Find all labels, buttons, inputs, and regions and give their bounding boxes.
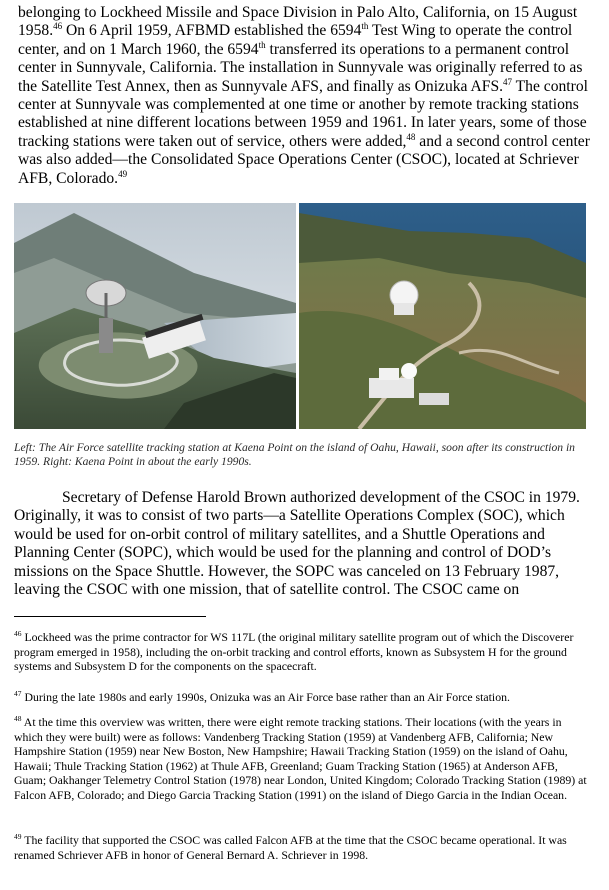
photo-kaena-point-1959 — [14, 203, 296, 429]
footnote-number: 49 — [14, 832, 22, 842]
body-paragraph-1 — [18, 4, 592, 188]
photo-kaena-point-1990s — [299, 203, 586, 429]
second-paragraph-block — [14, 489, 592, 599]
footnote-48 — [14, 715, 592, 803]
photo-1959-image — [14, 203, 296, 429]
footnote-text: The facility that supported the CSOC was called Falcon AFB at the time that the CSOC became operational. It was renamed Schriever AFB in honor of General Bernard A. Schriever in 1998. — [14, 833, 567, 862]
footnote-ref-46[interactable]: 46 — [53, 21, 63, 32]
photo-1990s-image — [299, 203, 586, 429]
footnote-ref-49[interactable]: 49 — [118, 168, 128, 179]
footnote-number: 47 — [14, 689, 22, 699]
body-paragraph-2 — [14, 489, 592, 599]
text-run: Secretary of Defense Harold Brown authorized development of the CSOC in 1979. Originally, it was to consist of two parts—a Satellite Operations Complex (SOC), which would be used for on-orbit control of military satellites, and a Shuttle Operations and Planning Center (SOPC), which would be used for the planning and control of DOD’s missions on the Space Shuttle. However, the SOPC was canceled on 13 February 1987, leaving the CSOC with one mission, that of satellite control. The CSOC came on — [14, 489, 580, 599]
text-run: and a second control center was also added—the Consolidated Space Operations Center (CSOC), located at Schriever AFB, Colorado. — [18, 132, 590, 187]
top-paragraph — [18, 4, 592, 188]
ordinal-suffix: th — [258, 39, 266, 50]
footnote-separator — [14, 616, 206, 617]
footnote-46 — [14, 630, 592, 674]
footnote-47 — [14, 690, 592, 705]
footnote-text: During the late 1980s and early 1990s, Onizuka was an Air Force base rather than an Air Force station. — [21, 690, 510, 704]
text-run: transferred its operations to a permanent control center in Sunnyvale, California. The installation in Sunnyvale was originally referred to as the Satellite Test Annex, then as Sunnyvale AFS, and finally as Onizuka AFS. — [18, 40, 583, 95]
photo-caption: Left: The Air Force satellite tracking station at Kaena Point on the island of Oahu, Hawaii, soon after its construction in 1959. Right: Kaena Point in about the early 1990s. — [14, 441, 575, 469]
text-run: belonging to Lockheed Missile and Space Division in Palo Alto, California, on 15 August 1958. — [18, 4, 578, 40]
text-run: The control center at Sunnyvale was complemented at one time or another by remote tracking stations established at nine different locations between 1959 and 1961. In later years, some of those tracking stations were taken out of service, others were added, — [18, 77, 588, 150]
text-run: Test Wing to operate the control center, and on 1 March 1960, the 6594 — [18, 22, 573, 58]
footnote-number: 46 — [14, 629, 22, 639]
footnote-text: At the time this overview was written, there were eight remote tracking stations. Their locations (with the years in which they were built) were as follows: Vandenberg Tracking Station (1959) at Vandenberg AFB, California; New Hampshire Station (1959) near New Boston, New Hampshire; Hawaii Tracking Station (1959) on the island of Oahu, Hawaii; Thule Tracking Station (1962) at Thule AFB, Greenland; Guam Tracking Station (1965) at Anderson AFB, Guam; Oakhanger Telemetry Control Station (1978) near London, United Kingdom; Colorado Tracking Station (1989) at Falcon AFB, Colorado; and Diego Garcia Tracking Station (1991) on the island of Diego Garcia in the Indian Ocean. — [14, 715, 587, 802]
footnote-ref-48[interactable]: 48 — [406, 131, 416, 142]
photo-pair — [14, 203, 586, 429]
footnote-text: Lockheed was the prime contractor for WS 117L (the original military satellite program out of which the Discoverer program emerged in 1958), including the on-orbit tracking and control efforts, known as Subsystem H for the ground systems and Subsystem D for the components on the spacecraft. — [14, 630, 574, 674]
footnote-49 — [14, 833, 592, 862]
footnote-number: 48 — [14, 714, 22, 724]
footnote-ref-47[interactable]: 47 — [503, 76, 513, 87]
text-run: On 6 April 1959, AFBMD established the 6594 — [62, 22, 362, 40]
ordinal-suffix: th — [361, 21, 369, 32]
